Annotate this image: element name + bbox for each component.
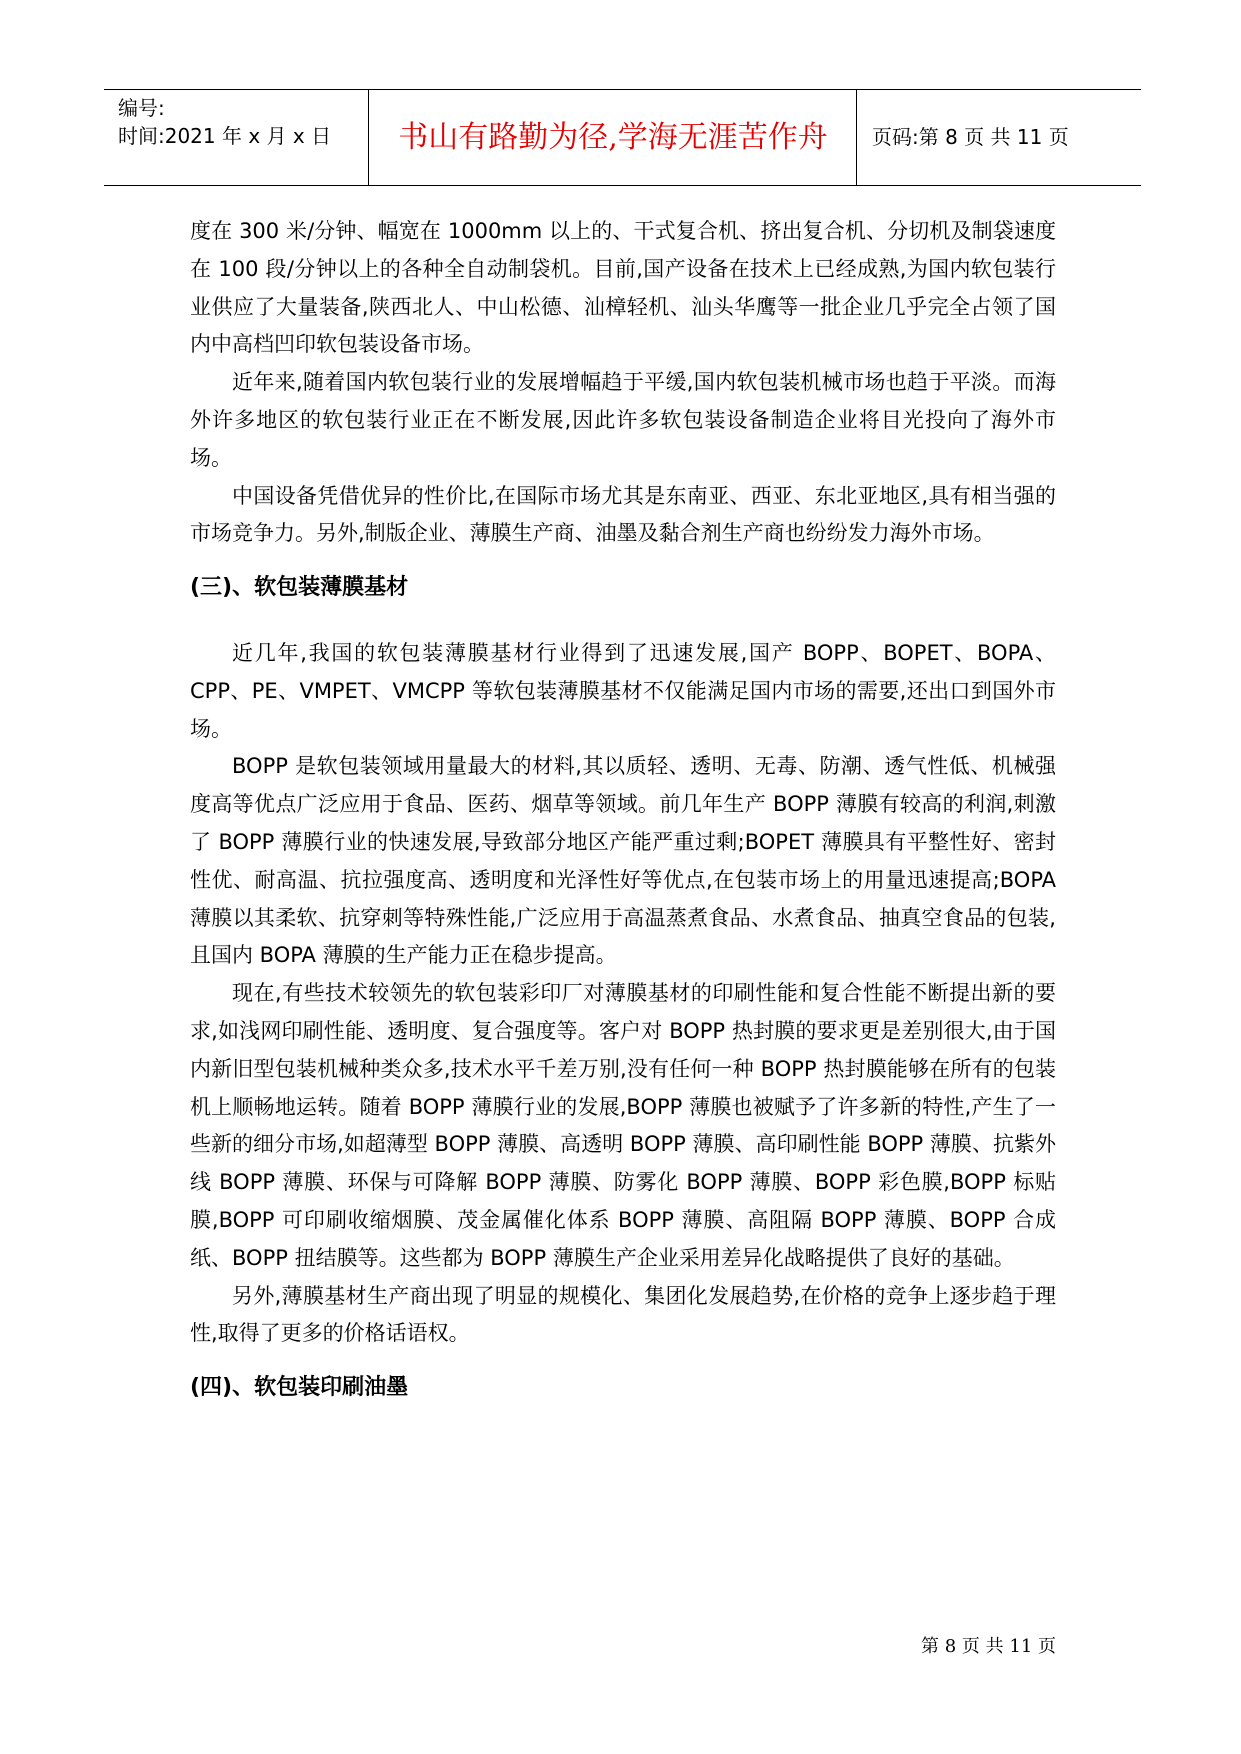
paragraph: 近年来,随着国内软包装行业的发展增幅趋于平缓,国内软包装机械市场也趋于平淡。而海外许多地区的软包装行业正在不断发展,因此许多软包装设备制造企业将目光投向了海外市场。: [190, 370, 1056, 470]
document-body: [190, 213, 1056, 1407]
paragraph: 现在,有些技术较领先的软包装彩印厂对薄膜基材的印刷性能和复合性能不断提出新的要求,如浅网印刷性能、透明度、复合强度等。客户对 BOPP 热封膜的要求更是差别很大,由于国内新旧型包装机械种类众多,技术水平千差万别,没有任何一种 BOPP 热封膜能够在所有的包装机上顺畅地运转。随着 BOPP 薄膜行业的发展,BOPP 薄膜也被赋予了许多新的特性,产生了一些新的细分市场,如超薄型 BOPP 薄膜、高透明 BOPP 薄膜、高印刷性能 BOPP 薄膜、抗紫外线 BOPP 薄膜、环保与可降解 BOPP 薄膜、防雾化 BOPP 薄膜、BOPP 彩色膜,BOPP 标贴膜,BOPP 可印刷收缩烟膜、茂金属催化体系 BOPP 薄膜、高阻隔 BOPP 薄膜、BOPP 合成纸、BOPP 扭结膜等。这些都为 BOPP 薄膜生产企业采用差异化战略提供了良好的基础。: [190, 981, 1056, 1270]
paragraph: 近几年,我国的软包装薄膜基材行业得到了迅速发展,国产 BOPP、BOPET、BOPA、CPP、PE、VMPET、VMCPP 等软包装薄膜基材不仅能满足国内市场的需要,还出口到国外市场。: [190, 640, 1056, 741]
page-footer: 第 8 页 共 11 页: [921, 1636, 1056, 1657]
section-heading: (四)、软包装印刷油墨: [190, 1375, 409, 1401]
page-header: [104, 89, 1141, 186]
section-heading: (三)、软包装薄膜基材: [190, 575, 409, 601]
document-date: 时间:2021 年 x 月 x 日: [118, 124, 332, 148]
header-divider: [856, 90, 857, 185]
header-motto: 书山有路勤为径,学海无涯苦作舟: [398, 120, 828, 155]
header-divider: [368, 90, 369, 185]
document-number-label: 编号:: [118, 96, 165, 120]
paragraph: 中国设备凭借优异的性价比,在国际市场尤其是东南亚、西亚、东北亚地区,具有相当强的市场竞争力。另外,制版企业、薄膜生产商、油墨及黏合剂生产商也纷纷发力海外市场。: [190, 483, 1056, 546]
header-page-number: 页码:第 8 页 共 11 页: [872, 125, 1069, 149]
paragraph: 度在 300 米/分钟、幅宽在 1000mm 以上的、干式复合机、挤出复合机、分切机及制袋速度在 100 段/分钟以上的各种全自动制袋机。目前,国产设备在技术上已经成熟,为国内软包装行业供应了大量装备,陕西北人、中山松德、汕樟轻机、汕头华鹰等一批企业几乎完全占领了国内中高档凹印软包装设备市场。: [190, 219, 1056, 357]
paragraph: BOPP 是软包装领域用量最大的材料,其以质轻、透明、无毒、防潮、透气性低、机械强度高等优点广泛应用于食品、医药、烟草等领域。前几年生产 BOPP 薄膜有较高的利润,刺激了 BOPP 薄膜行业的快速发展,导致部分地区产能严重过剩;BOPET 薄膜具有平整性好、密封性优、耐高温、抗拉强度高、透明度和光泽性好等优点,在包装市场上的用量迅速提高;BOPA 薄膜以其柔软、抗穿刺等特殊性能,广泛应用于高温蒸煮食品、水煮食品、抽真空食品的包装,且国内 BOPA 薄膜的生产能力正在稳步提高。: [190, 754, 1056, 968]
paragraph: 另外,薄膜基材生产商出现了明显的规模化、集团化发展趋势,在价格的竞争上逐步趋于理性,取得了更多的价格话语权。: [190, 1283, 1056, 1346]
